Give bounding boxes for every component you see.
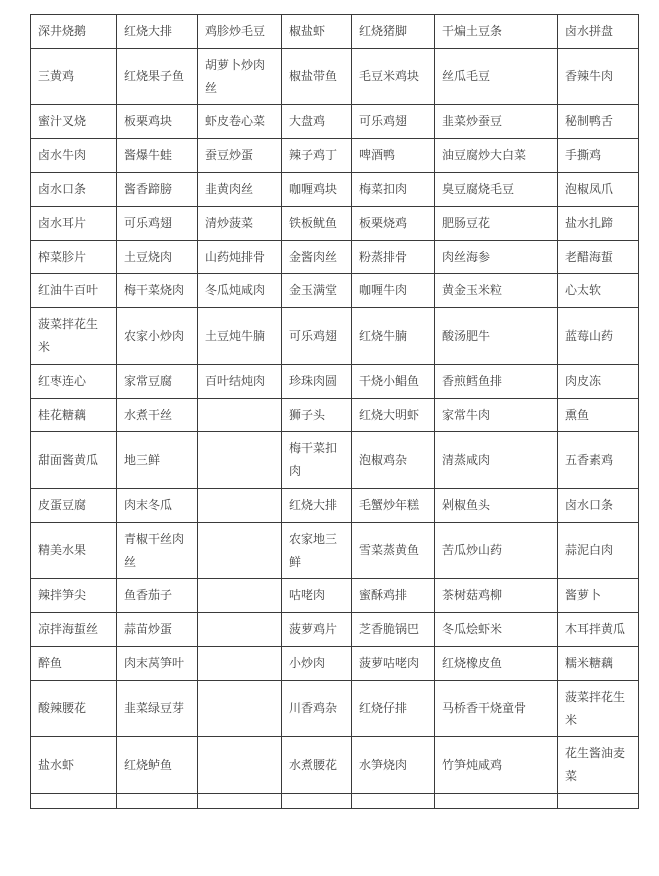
menu-cell-r19-c1: 盐水虾 xyxy=(31,737,117,794)
menu-cell-r14-c2: 青椒干丝肉丝 xyxy=(117,522,198,579)
menu-cell-r8-c3: 冬瓜炖咸肉 xyxy=(198,274,282,308)
menu-row xyxy=(31,172,639,206)
menu-cell-r17-c3 xyxy=(198,646,282,680)
menu-cell-r13-c7: 卤水口条 xyxy=(558,488,639,522)
menu-cell-r9-c4: 可乐鸡翅 xyxy=(282,308,352,365)
menu-cell-r4-c2: 酱爆牛蛙 xyxy=(117,139,198,173)
menu-cell-r9-c7: 蓝莓山药 xyxy=(558,308,639,365)
menu-cell-r18-c3 xyxy=(198,680,282,737)
menu-cell-r10-c1: 红枣连心 xyxy=(31,364,117,398)
menu-cell-r6-c5: 板栗烧鸡 xyxy=(352,206,435,240)
menu-table xyxy=(30,14,639,809)
menu-cell-r15-c3 xyxy=(198,579,282,613)
menu-cell-r12-c1: 甜面酱黄瓜 xyxy=(31,432,117,489)
menu-table-body xyxy=(31,15,639,809)
menu-cell-r12-c5: 泡椒鸡杂 xyxy=(352,432,435,489)
menu-cell-r10-c6: 香煎鳕鱼排 xyxy=(435,364,558,398)
menu-cell-r19-c5: 水笋烧肉 xyxy=(352,737,435,794)
menu-cell-r5-c7: 泡椒凤爪 xyxy=(558,172,639,206)
menu-cell-r12-c6: 清蒸咸肉 xyxy=(435,432,558,489)
menu-cell-r16-c2: 蒜苗炒蛋 xyxy=(117,613,198,647)
menu-row xyxy=(31,206,639,240)
menu-cell-r2-c5: 毛豆米鸡块 xyxy=(352,48,435,105)
menu-cell-r11-c1: 桂花糖藕 xyxy=(31,398,117,432)
menu-cell-r4-c7: 手撕鸡 xyxy=(558,139,639,173)
menu-row xyxy=(31,240,639,274)
menu-row xyxy=(31,105,639,139)
menu-cell-r3-c2: 板栗鸡块 xyxy=(117,105,198,139)
menu-cell-r1-c2: 红烧大排 xyxy=(117,15,198,49)
menu-cell-r8-c2: 梅干菜烧肉 xyxy=(117,274,198,308)
menu-cell-r19-c6: 竹笋炖咸鸡 xyxy=(435,737,558,794)
menu-cell-r5-c1: 卤水口条 xyxy=(31,172,117,206)
menu-cell-r15-c5: 蜜酥鸡排 xyxy=(352,579,435,613)
menu-cell-r10-c5: 干烧小鲳鱼 xyxy=(352,364,435,398)
menu-cell-r7-c5: 粉蒸排骨 xyxy=(352,240,435,274)
menu-cell-r8-c6: 黄金玉米粒 xyxy=(435,274,558,308)
menu-cell-r7-c4: 金酱肉丝 xyxy=(282,240,352,274)
menu-cell-r3-c4: 大盘鸡 xyxy=(282,105,352,139)
menu-cell-r3-c3: 虾皮卷心菜 xyxy=(198,105,282,139)
menu-cell-r18-c4: 川香鸡杂 xyxy=(282,680,352,737)
menu-cell-r16-c5: 芝香脆锅巴 xyxy=(352,613,435,647)
menu-cell-r5-c3: 韭黄肉丝 xyxy=(198,172,282,206)
menu-cell-r14-c4: 农家地三鲜 xyxy=(282,522,352,579)
menu-cell-r11-c2: 水煮干丝 xyxy=(117,398,198,432)
menu-cell-r2-c4: 椒盐带鱼 xyxy=(282,48,352,105)
menu-cell-r6-c4: 铁板鱿鱼 xyxy=(282,206,352,240)
menu-cell-r9-c2: 农家小炒肉 xyxy=(117,308,198,365)
menu-cell-r16-c3 xyxy=(198,613,282,647)
menu-cell-r1-c5: 红烧猪脚 xyxy=(352,15,435,49)
menu-cell-r17-c5: 菠萝咕咾肉 xyxy=(352,646,435,680)
menu-cell-r13-c6: 剁椒鱼头 xyxy=(435,488,558,522)
menu-cell-r14-c5: 雪菜蒸黄鱼 xyxy=(352,522,435,579)
menu-cell-r4-c5: 啤酒鸭 xyxy=(352,139,435,173)
menu-row xyxy=(31,646,639,680)
menu-cell-r13-c3 xyxy=(198,488,282,522)
menu-cell-r9-c6: 酸汤肥牛 xyxy=(435,308,558,365)
menu-row xyxy=(31,308,639,365)
menu-cell-r10-c3: 百叶结炖肉 xyxy=(198,364,282,398)
menu-cell-r20-c2 xyxy=(117,793,198,808)
menu-cell-r1-c3: 鸡胗炒毛豆 xyxy=(198,15,282,49)
menu-row xyxy=(31,579,639,613)
menu-cell-r19-c7: 花生酱油麦菜 xyxy=(558,737,639,794)
menu-cell-r6-c3: 清炒菠菜 xyxy=(198,206,282,240)
menu-cell-r1-c7: 卤水拼盘 xyxy=(558,15,639,49)
menu-cell-r10-c4: 珍珠肉圆 xyxy=(282,364,352,398)
menu-cell-r7-c6: 肉丝海参 xyxy=(435,240,558,274)
menu-cell-r7-c3: 山药炖排骨 xyxy=(198,240,282,274)
menu-cell-r20-c3 xyxy=(198,793,282,808)
menu-cell-r14-c6: 苦瓜炒山药 xyxy=(435,522,558,579)
menu-cell-r14-c1: 精美水果 xyxy=(31,522,117,579)
menu-cell-r17-c7: 糯米糖藕 xyxy=(558,646,639,680)
menu-cell-r10-c2: 家常豆腐 xyxy=(117,364,198,398)
menu-row xyxy=(31,680,639,737)
menu-cell-r20-c1 xyxy=(31,793,117,808)
menu-cell-r8-c1: 红油牛百叶 xyxy=(31,274,117,308)
menu-cell-r2-c7: 香辣牛肉 xyxy=(558,48,639,105)
menu-cell-r17-c1: 醉鱼 xyxy=(31,646,117,680)
menu-cell-r15-c1: 辣拌笋尖 xyxy=(31,579,117,613)
menu-cell-r5-c5: 梅菜扣肉 xyxy=(352,172,435,206)
menu-cell-r16-c6: 冬瓜烩虾米 xyxy=(435,613,558,647)
menu-cell-r15-c4: 咕咾肉 xyxy=(282,579,352,613)
menu-cell-r4-c3: 蚕豆炒蛋 xyxy=(198,139,282,173)
menu-cell-r18-c1: 酸辣腰花 xyxy=(31,680,117,737)
menu-cell-r5-c2: 酱香蹄膀 xyxy=(117,172,198,206)
menu-row xyxy=(31,613,639,647)
menu-row xyxy=(31,48,639,105)
menu-cell-r19-c3 xyxy=(198,737,282,794)
menu-cell-r12-c2: 地三鲜 xyxy=(117,432,198,489)
menu-cell-r9-c3: 土豆炖牛腩 xyxy=(198,308,282,365)
menu-cell-r15-c6: 茶树菇鸡柳 xyxy=(435,579,558,613)
menu-cell-r16-c1: 凉拌海蜇丝 xyxy=(31,613,117,647)
menu-cell-r9-c1: 菠菜拌花生米 xyxy=(31,308,117,365)
menu-cell-r3-c6: 韭菜炒蚕豆 xyxy=(435,105,558,139)
menu-cell-r4-c6: 油豆腐炒大白菜 xyxy=(435,139,558,173)
menu-cell-r16-c7: 木耳拌黄瓜 xyxy=(558,613,639,647)
menu-cell-r12-c7: 五香素鸡 xyxy=(558,432,639,489)
menu-cell-r15-c7: 酱萝卜 xyxy=(558,579,639,613)
menu-cell-r17-c4: 小炒肉 xyxy=(282,646,352,680)
menu-row xyxy=(31,15,639,49)
menu-cell-r2-c6: 丝瓜毛豆 xyxy=(435,48,558,105)
menu-cell-r8-c5: 咖喱牛肉 xyxy=(352,274,435,308)
menu-row xyxy=(31,488,639,522)
menu-cell-r17-c6: 红烧橡皮鱼 xyxy=(435,646,558,680)
menu-cell-r11-c4: 狮子头 xyxy=(282,398,352,432)
menu-cell-r12-c3 xyxy=(198,432,282,489)
menu-cell-r19-c2: 红烧鲈鱼 xyxy=(117,737,198,794)
menu-row xyxy=(31,432,639,489)
menu-cell-r18-c2: 韭菜绿豆芽 xyxy=(117,680,198,737)
menu-cell-r13-c2: 肉末冬瓜 xyxy=(117,488,198,522)
menu-cell-r17-c2: 肉末莴笋叶 xyxy=(117,646,198,680)
menu-cell-r15-c2: 鱼香茄子 xyxy=(117,579,198,613)
menu-cell-r13-c4: 红烧大排 xyxy=(282,488,352,522)
menu-cell-r7-c1: 榨菜胗片 xyxy=(31,240,117,274)
menu-cell-r19-c4: 水煮腰花 xyxy=(282,737,352,794)
menu-row xyxy=(31,793,639,808)
menu-cell-r14-c3 xyxy=(198,522,282,579)
menu-cell-r18-c6: 马桥香干烧童骨 xyxy=(435,680,558,737)
menu-cell-r20-c7 xyxy=(558,793,639,808)
menu-cell-r2-c1: 三黄鸡 xyxy=(31,48,117,105)
menu-cell-r7-c2: 土豆烧肉 xyxy=(117,240,198,274)
menu-cell-r8-c7: 心太软 xyxy=(558,274,639,308)
menu-cell-r6-c2: 可乐鸡翅 xyxy=(117,206,198,240)
menu-cell-r14-c7: 蒜泥白肉 xyxy=(558,522,639,579)
menu-cell-r11-c3 xyxy=(198,398,282,432)
menu-row xyxy=(31,139,639,173)
menu-row xyxy=(31,364,639,398)
menu-cell-r9-c5: 红烧牛腩 xyxy=(352,308,435,365)
menu-row xyxy=(31,274,639,308)
menu-cell-r4-c4: 辣子鸡丁 xyxy=(282,139,352,173)
menu-cell-r11-c6: 家常牛肉 xyxy=(435,398,558,432)
menu-cell-r16-c4: 菠萝鸡片 xyxy=(282,613,352,647)
menu-cell-r6-c1: 卤水耳片 xyxy=(31,206,117,240)
menu-cell-r3-c7: 秘制鸭舌 xyxy=(558,105,639,139)
menu-cell-r11-c5: 红烧大明虾 xyxy=(352,398,435,432)
menu-row xyxy=(31,522,639,579)
menu-cell-r7-c7: 老醋海蜇 xyxy=(558,240,639,274)
menu-cell-r6-c6: 肥肠豆花 xyxy=(435,206,558,240)
menu-cell-r1-c6: 干煸土豆条 xyxy=(435,15,558,49)
menu-cell-r6-c7: 盐水扎蹄 xyxy=(558,206,639,240)
menu-cell-r20-c5 xyxy=(352,793,435,808)
menu-cell-r18-c5: 红烧仔排 xyxy=(352,680,435,737)
menu-cell-r20-c4 xyxy=(282,793,352,808)
menu-row xyxy=(31,398,639,432)
menu-cell-r4-c1: 卤水牛肉 xyxy=(31,139,117,173)
menu-cell-r13-c5: 毛蟹炒年糕 xyxy=(352,488,435,522)
menu-cell-r1-c1: 深井烧鹅 xyxy=(31,15,117,49)
menu-cell-r2-c2: 红烧果子鱼 xyxy=(117,48,198,105)
menu-cell-r2-c3: 胡萝卜炒肉丝 xyxy=(198,48,282,105)
menu-cell-r1-c4: 椒盐虾 xyxy=(282,15,352,49)
menu-cell-r18-c7: 菠菜拌花生米 xyxy=(558,680,639,737)
menu-cell-r12-c4: 梅干菜扣肉 xyxy=(282,432,352,489)
menu-cell-r3-c5: 可乐鸡翅 xyxy=(352,105,435,139)
menu-cell-r11-c7: 熏鱼 xyxy=(558,398,639,432)
menu-row xyxy=(31,737,639,794)
menu-cell-r20-c6 xyxy=(435,793,558,808)
menu-cell-r8-c4: 金玉满堂 xyxy=(282,274,352,308)
menu-cell-r13-c1: 皮蛋豆腐 xyxy=(31,488,117,522)
menu-cell-r5-c4: 咖喱鸡块 xyxy=(282,172,352,206)
menu-cell-r10-c7: 肉皮冻 xyxy=(558,364,639,398)
menu-cell-r5-c6: 臭豆腐烧毛豆 xyxy=(435,172,558,206)
menu-cell-r3-c1: 蜜汁叉烧 xyxy=(31,105,117,139)
